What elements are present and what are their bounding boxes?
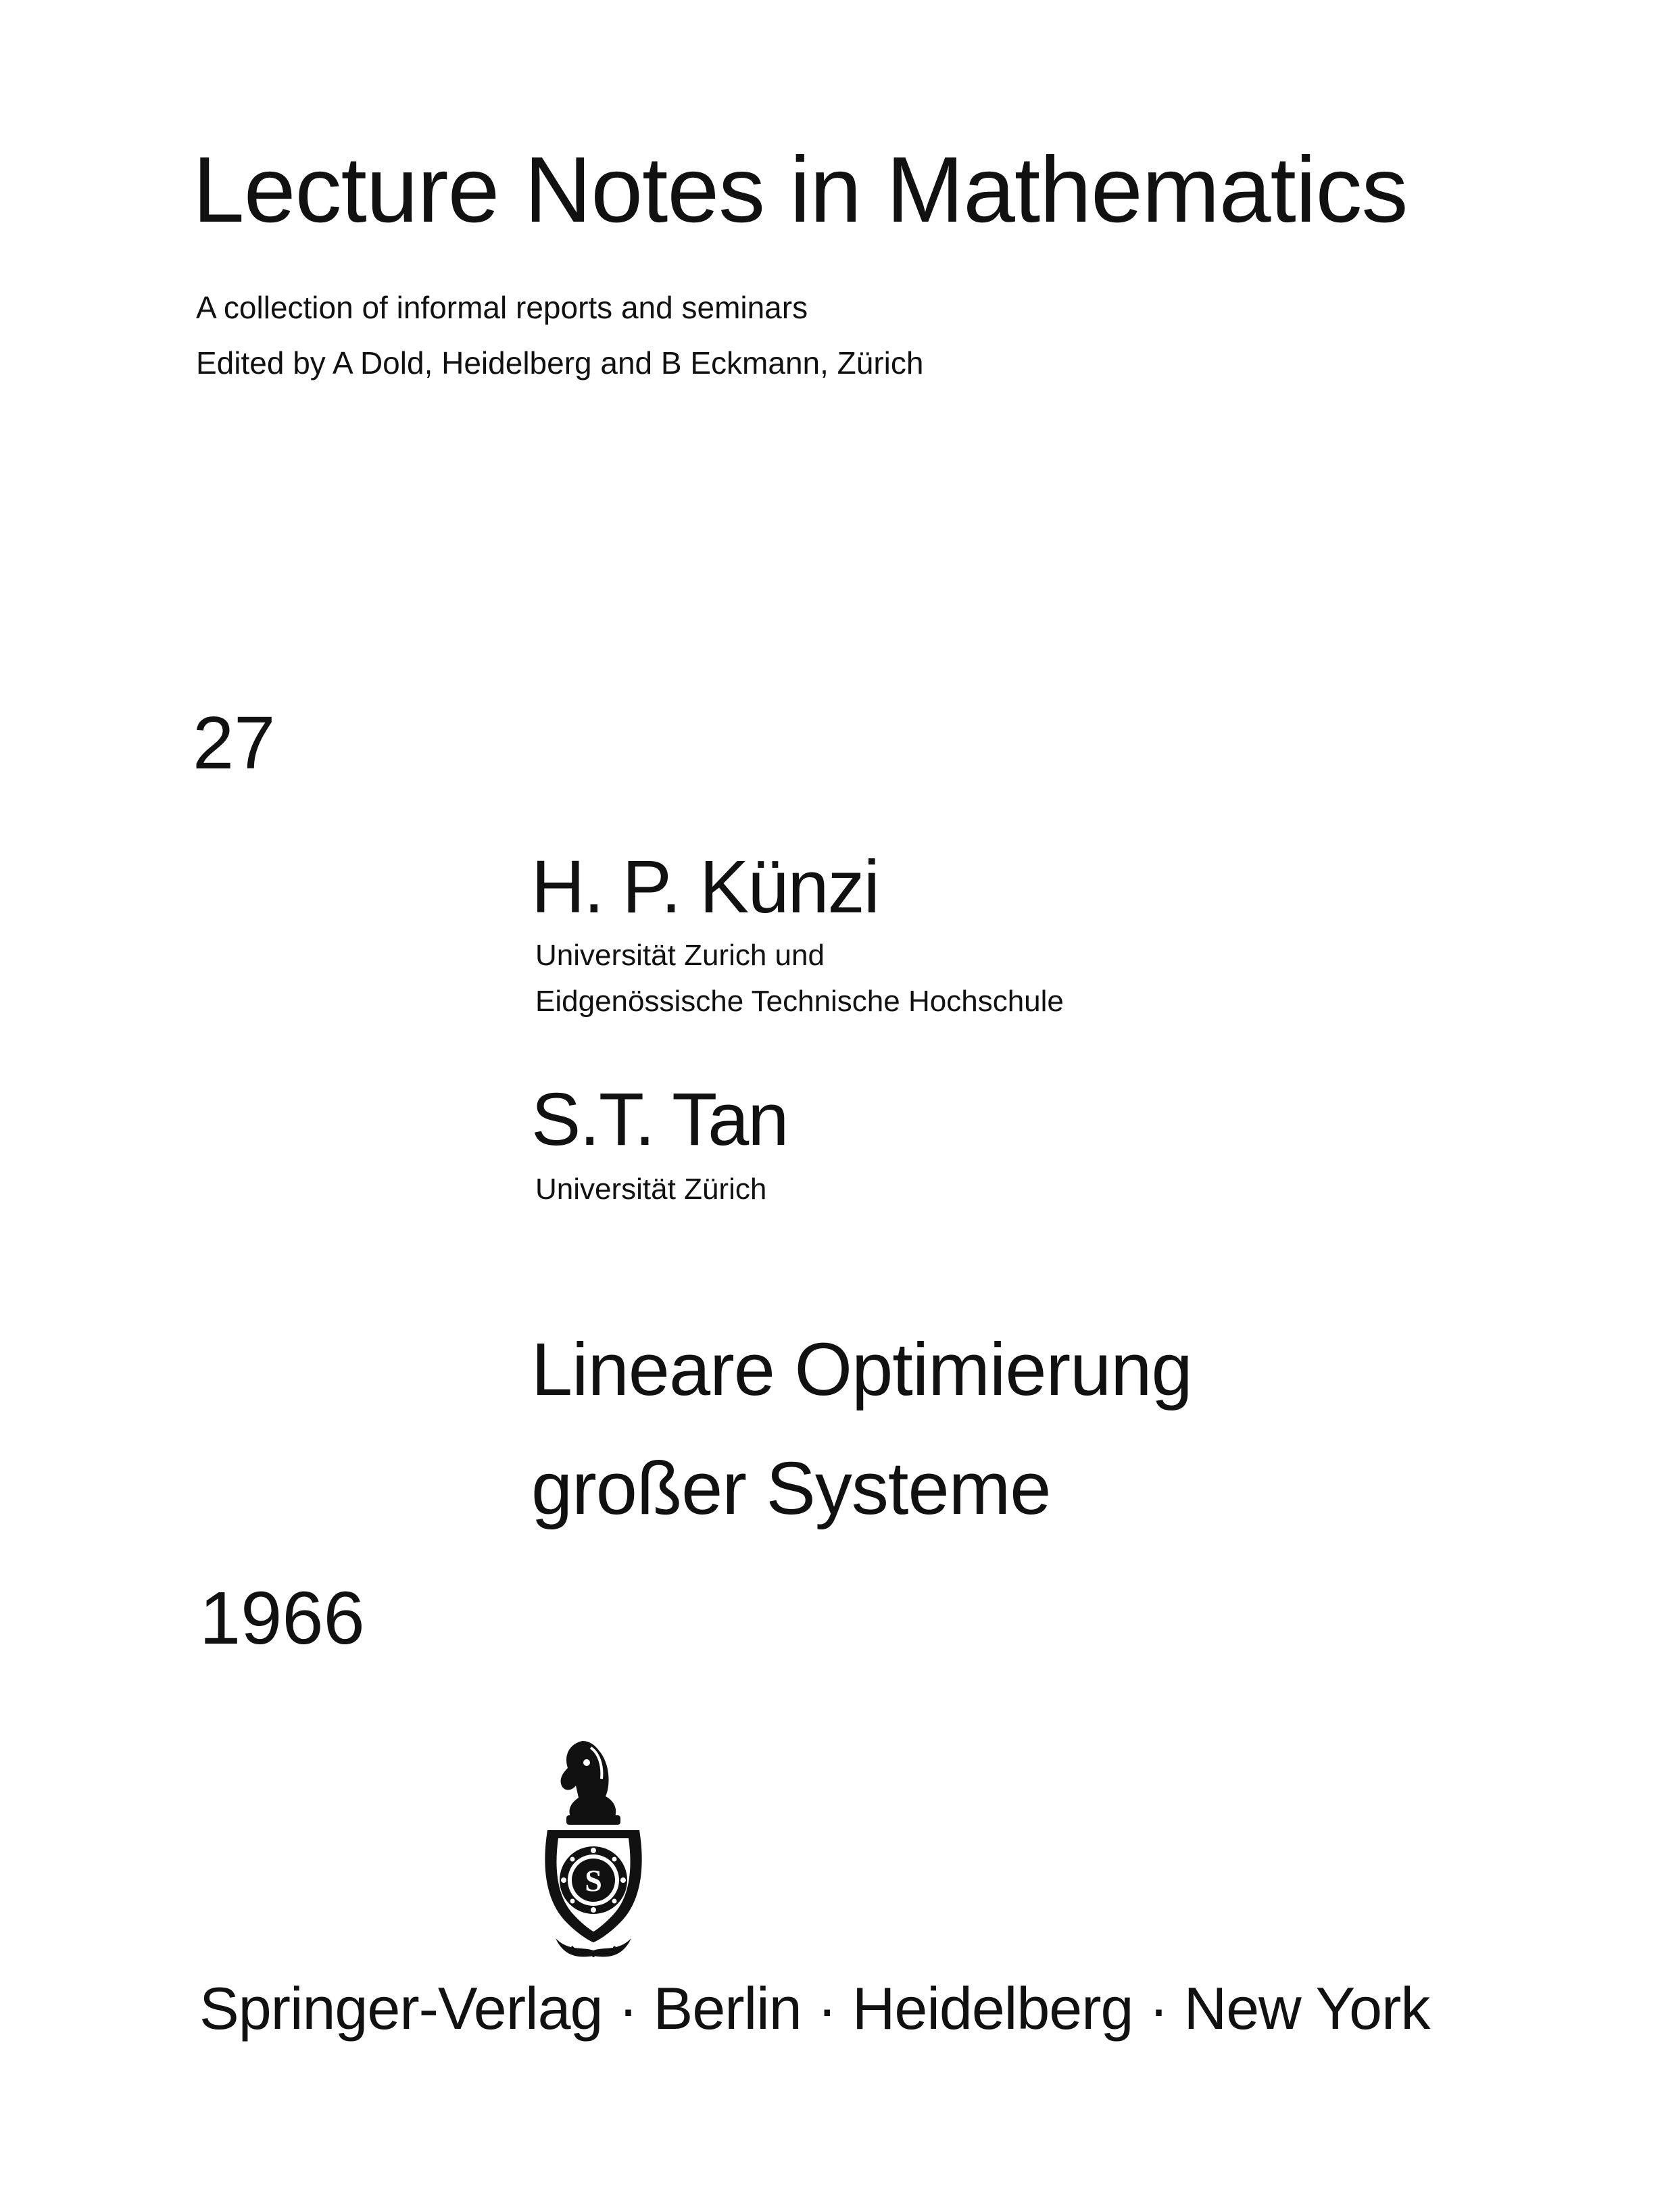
publisher-line: Springer-Verlag · Berlin · Heidelberg · New York [199, 1975, 1430, 2042]
series-subtitle: A collection of informal reports and seminars [196, 290, 808, 325]
series-editors: Edited by A Dold, Heidelberg and B Eckmann, Zürich [196, 345, 924, 380]
logo-letter: S [585, 1863, 602, 1898]
author-affiliation: Eidgenössische Technische Hochschule [535, 985, 1064, 1018]
publication-year: 1966 [199, 1577, 365, 1660]
author-name: H. P. Künzi [531, 845, 879, 929]
book-title-line: großer Systeme [531, 1447, 1051, 1530]
author-affiliation: Universität Zürich [535, 1173, 767, 1206]
book-title-line: Lineare Optimierung [531, 1328, 1192, 1411]
volume-number: 27 [193, 702, 276, 785]
author-affiliation: Universität Zurich und [535, 939, 825, 972]
series-title: Lecture Notes in Mathematics [193, 138, 1408, 242]
springer-knight-logo-icon [529, 1736, 657, 1959]
author-name: S.T. Tan [531, 1078, 788, 1161]
